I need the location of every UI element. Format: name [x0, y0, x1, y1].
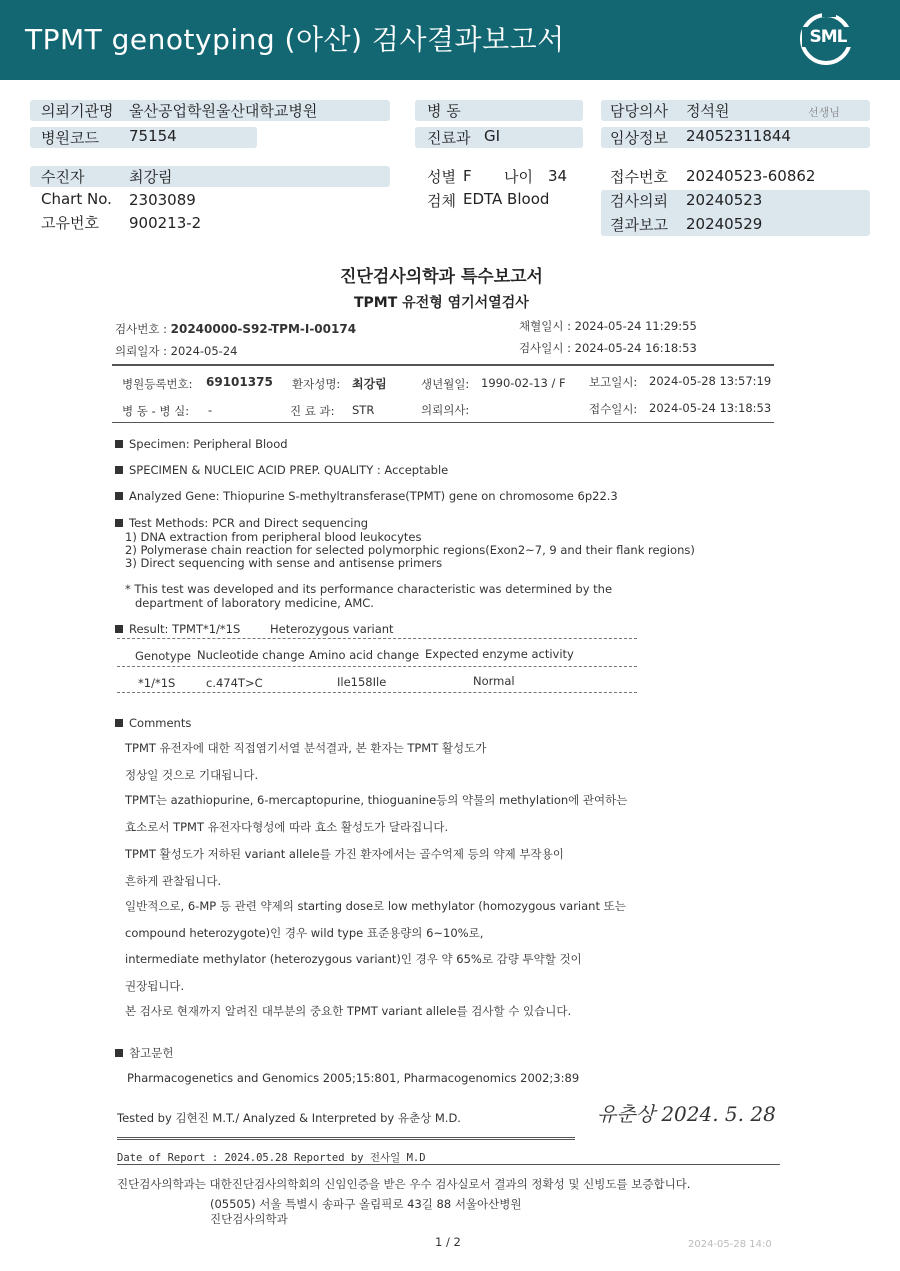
- receipt-label: 접수번호: [610, 168, 668, 186]
- document-title: TPMT genotyping (아산) 검사결과보고서: [25, 23, 565, 56]
- request-value: 20240523: [686, 191, 763, 209]
- result-value: Heterozygous variant: [270, 622, 394, 636]
- name-label: 환자성명:: [292, 377, 341, 391]
- bullet-icon: [115, 625, 123, 633]
- report-label: 결과보고: [610, 216, 668, 234]
- test-no: [115, 321, 356, 337]
- table-header-amino: Amino acid change: [309, 648, 420, 662]
- table-divider-1: [117, 638, 637, 639]
- report-value: 20240529: [686, 215, 763, 233]
- method-1: 1) DNA extraction from peripheral blood leukocytes: [125, 530, 422, 544]
- patient-label: 수진자: [41, 168, 85, 186]
- scanned-report: [100, 250, 800, 1260]
- hospital-code-label: 병원코드: [41, 129, 99, 147]
- chart-value: 2303089: [129, 191, 196, 209]
- table-header-genotype: Genotype: [135, 649, 192, 663]
- tested-by: Tested by 김현진 M.T./ Analyzed & Interpreted by 유춘상 M.D.: [117, 1111, 461, 1125]
- doctor-label-r: 의뢰의사:: [421, 403, 470, 417]
- test-no-label: 검사번호 :: [115, 322, 167, 336]
- address: (05505) 서울 특별시 송파구 올림픽로 43길 88 서울아산병원: [210, 1197, 522, 1211]
- table-divider-2: [117, 666, 637, 667]
- signature-divider: [117, 1137, 575, 1140]
- comment-line: 정상일 것으로 기대됩니다.: [125, 768, 259, 782]
- age-value: 34: [548, 167, 568, 185]
- bullet-icon: [115, 492, 123, 500]
- specimen-label: 검체: [427, 192, 456, 210]
- table-cell-activity: Normal: [473, 674, 515, 688]
- divider-bottom: [117, 1164, 780, 1165]
- institution-value: 울산공업학원울산대학교병원: [129, 102, 318, 120]
- comment-line: 흔하게 관찰됩니다.: [125, 874, 222, 888]
- name-value: 최강림: [352, 377, 387, 391]
- report-subtitle: TPMT 유전형 염기서열검사: [354, 295, 529, 311]
- bullet-icon: [115, 519, 123, 527]
- bullet-icon: [115, 1049, 123, 1057]
- bullet-icon: [115, 719, 123, 727]
- reg-no-label: 병원등록번호:: [122, 377, 193, 391]
- clinical-label: 임상정보: [610, 129, 668, 147]
- footer-timestamp: 2024-05-28 14:0: [688, 1239, 772, 1250]
- signature: 유춘상 2024. 5. 28: [597, 1102, 776, 1126]
- method-3: 3) Direct sequencing with sense and antisense primers: [125, 556, 443, 570]
- page-number: 1 / 2: [435, 1235, 461, 1249]
- bullet-icon: [115, 466, 123, 474]
- hospital-code-value: 75154: [129, 127, 177, 145]
- test-no-value: 20240000-S92-TPM-I-00174: [170, 322, 357, 336]
- refs-heading: 참고문헌: [115, 1045, 173, 1061]
- specimen-line: Specimen: Peripheral Blood: [115, 437, 288, 451]
- table-header-nucleotide: Nucleotide change: [197, 648, 305, 662]
- birth-value: 1990-02-13 / F: [481, 376, 566, 390]
- exam-date: 검사일시 : 2024-05-24 16:18:53: [519, 341, 697, 355]
- cert-text: 진단검사의학과는 대한진단검사의학회의 신임인증을 받은 우수 검사실로서 결과의 정확성 및 신빙도를 보증합니다.: [117, 1177, 691, 1191]
- comment-line: TPMT는 azathiopurine, 6-mercaptopurine, thioguanine등의 약물의 methylation에 관여하는: [125, 793, 628, 807]
- result-line: Result: TPMT*1/*1S: [115, 622, 240, 636]
- divider-info: [112, 422, 774, 423]
- table-divider-3: [117, 692, 637, 693]
- dept-value: GI: [484, 127, 501, 145]
- comments-heading: Comments: [115, 716, 191, 730]
- header-bar: [0, 0, 900, 80]
- logo-text: SML: [802, 27, 854, 47]
- sml-logo: [800, 13, 852, 65]
- bullet-icon: [115, 440, 123, 448]
- ward-bed-value: -: [208, 403, 213, 417]
- divider-top: [112, 364, 774, 366]
- sex-label: 성별: [427, 168, 456, 186]
- dept-label-r: 진 료 과:: [290, 404, 335, 418]
- id-value: 900213-2: [129, 214, 202, 232]
- sex-value: F: [463, 167, 472, 185]
- collect-date: 채혈일시 : 2024-05-24 11:29:55: [519, 319, 697, 333]
- gene-line: Analyzed Gene: Thiopurine S-methyltransferase(TPMT) gene on chromosome 6p22.3: [115, 489, 618, 503]
- report-title: 진단검사의학과 특수보고서: [340, 267, 543, 287]
- chart-label: Chart No.: [41, 190, 112, 208]
- id-label: 고유번호: [41, 214, 99, 232]
- comment-line: 본 검사로 현재까지 알려진 대부분의 중요한 TPMT variant allele를 검사할 수 있습니다.: [125, 1004, 572, 1018]
- note-1: * This test was developed and its performance characteristic was determined by the: [125, 582, 613, 596]
- dept-value-r: STR: [352, 403, 375, 417]
- request-date: 의뢰일자 : 2024-05-24: [115, 344, 238, 358]
- method-2: 2) Polymerase chain reaction for selected polymorphic regions(Exon2~7, 9 and their flank regions): [125, 543, 695, 557]
- report-time-value: 2024-05-28 13:57:19: [649, 374, 772, 388]
- patient-value: 최강림: [129, 168, 173, 186]
- specimen-value: EDTA Blood: [463, 190, 550, 208]
- methods-line: Test Methods: PCR and Direct sequencing: [115, 516, 368, 530]
- dept-label: 진료과: [427, 129, 471, 147]
- comment-line: 일반적으로, 6-MP 등 관련 약제의 starting dose로 low methylator (homozygous variant 또는: [125, 899, 626, 913]
- comment-line: intermediate methylator (heterozygous variant)인 경우 약 65%로 감량 투약할 것이: [125, 952, 582, 966]
- comment-line: 권장됩니다.: [125, 979, 185, 993]
- receipt-time-label: 접수일시:: [589, 402, 638, 416]
- comment-line: TPMT 활성도가 저하된 variant allele를 가진 환자에서는 골수억제 등의 약제 부작용이: [125, 847, 564, 861]
- birth-label: 생년월일:: [421, 377, 470, 391]
- table-cell-amino: Ile158Ile: [337, 675, 387, 689]
- report-time-label: 보고일시:: [589, 375, 638, 389]
- refs-text: Pharmacogenetics and Genomics 2005;15:801, Pharmacogenomics 2002;3:89: [127, 1071, 580, 1085]
- request-label: 검사의뢰: [610, 192, 668, 210]
- doctor-suffix: 선생님: [808, 106, 840, 119]
- doctor-label: 담당의사: [610, 102, 668, 120]
- comment-line: compound heterozygote)인 경우 wild type 표준용량의 6~10%로,: [125, 926, 484, 940]
- table-cell-nucleotide: c.474T>C: [206, 676, 263, 690]
- note-2: department of laboratory medicine, AMC.: [135, 596, 374, 610]
- clinical-value: 24052311844: [686, 127, 791, 145]
- table-cell-genotype: *1/*1S: [138, 676, 176, 690]
- table-header-activity: Expected enzyme activity: [425, 647, 574, 661]
- ward-label: 병 동: [427, 102, 461, 120]
- reg-no-value: 69101375: [206, 375, 273, 389]
- age-label: 나이: [504, 168, 533, 186]
- comment-line: 효소로서 TPMT 유전자다형성에 따라 효소 활성도가 달라집니다.: [125, 820, 449, 834]
- receipt-time-value: 2024-05-24 13:18:53: [649, 401, 772, 415]
- receipt-value: 20240523-60862: [686, 167, 816, 185]
- institution-label: 의뢰기관명: [41, 102, 114, 120]
- dept-name: 진단검사의학과: [210, 1212, 288, 1226]
- doctor-value: 정석원: [686, 102, 730, 120]
- comment-line: TPMT 유전자에 대한 직접염기서열 분석결과, 본 환자는 TPMT 활성도가: [125, 741, 487, 755]
- ward-bed-label: 병 동 - 병 실:: [122, 404, 190, 418]
- date-of-report: Date of Report : 2024.05.28 Reported by 전사일 M.D: [117, 1152, 426, 1164]
- quality-line: SPECIMEN & NUCLEIC ACID PREP. QUALITY : Acceptable: [115, 463, 448, 477]
